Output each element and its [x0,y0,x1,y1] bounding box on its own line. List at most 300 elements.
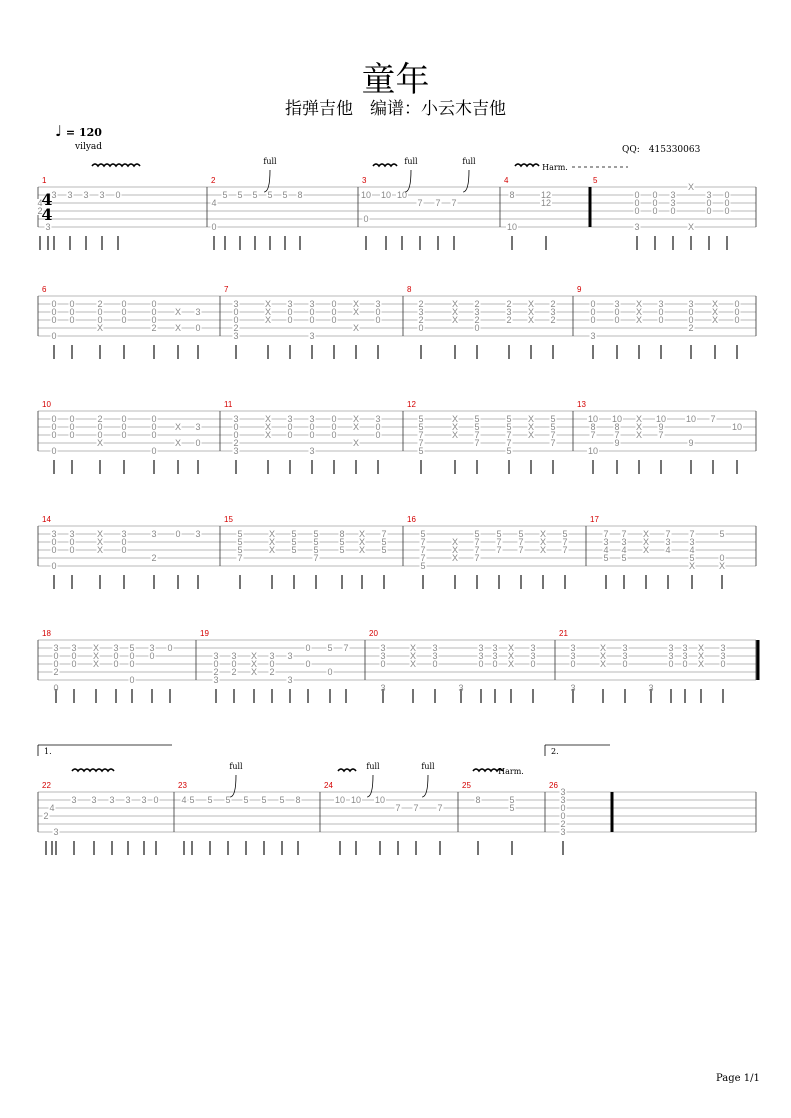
fret-number: 2 [418,315,424,325]
fret-number: X [352,307,360,317]
fret-number: 3 [492,643,498,653]
fret-number: 3 [51,529,57,539]
fret-number: 10 [731,422,743,432]
fret-number: 2 [151,553,157,563]
fret-number: X [451,553,459,563]
fret-number: 7 [603,529,609,539]
fret-number: 3 [51,190,57,200]
fret-number: 7 [550,430,556,440]
measure-number: 3 [362,176,367,185]
fret-number: 10 [396,190,408,200]
fret-number: 0 [287,430,293,440]
fret-number: 9 [614,438,620,448]
vibrato-mark [515,164,539,166]
fret-number: 0 [734,299,740,309]
fret-number: 7 [474,553,480,563]
fret-number: 0 [331,414,337,424]
fret-number: 0 [530,659,536,669]
fret-number: 3 [590,331,596,341]
fret-number: 4 [665,545,671,555]
fret-number: 3 [474,307,480,317]
fret-number: 7 [420,545,426,555]
fret-number: X [250,651,258,661]
fret-number: 0 [287,307,293,317]
fret-number: 0 [69,545,75,555]
fret-number: 0 [375,307,381,317]
fret-number: X [268,545,276,555]
fret-number: 3 [560,795,566,805]
time-signature-top: 4 [41,190,53,209]
fret-number: 0 [688,315,694,325]
fret-number: 3 [233,446,239,456]
fret-number: 3 [689,537,695,547]
fret-number: 8 [339,529,345,539]
fret-number: 7 [313,553,319,563]
fret-number: X [527,299,535,309]
fret-number: 0 [590,315,596,325]
fret-number: 3 [570,683,576,693]
bend-arrow [367,775,373,797]
bend-full-label: full [404,157,418,166]
measure-number: 12 [407,400,416,409]
fret-number: 0 [327,667,333,677]
fret-number: 0 [331,307,337,317]
fret-number: 3 [113,643,119,653]
fret-number: 0 [478,659,484,669]
fret-number: X [539,545,547,555]
harmonic-label: Harm. [542,163,568,172]
fret-number: 0 [724,206,730,216]
measure-number: 6 [42,285,47,294]
fret-number: 3 [530,651,536,661]
fret-number: X [642,529,650,539]
measure-number: 26 [549,781,558,790]
fret-number: 5 [418,422,424,432]
fret-number: 3 [287,675,293,685]
fret-number: 7 [550,438,556,448]
fret-number: 0 [634,206,640,216]
fret-number: 0 [652,190,658,200]
fret-number: 0 [129,675,135,685]
fret-number: 0 [69,430,75,440]
fret-number: X [711,307,719,317]
fret-number: 0 [652,206,658,216]
fret-number: 5 [603,553,609,563]
fret-number: 3 [231,651,237,661]
measure-number: 18 [42,629,51,638]
fret-number: 0 [121,430,127,440]
fret-number: 7 [417,198,423,208]
measure-number: 10 [42,400,51,409]
fret-number: 0 [151,414,157,424]
fret-number: 0 [309,315,315,325]
fret-number: 0 [151,315,157,325]
fret-number: 5 [420,529,426,539]
fret-number: 0 [682,659,688,669]
fret-number: 5 [509,795,515,805]
fret-number: 7 [418,430,424,440]
fret-number: 0 [121,537,127,547]
fret-number: 5 [418,446,424,456]
fret-number: 8 [614,422,620,432]
measure-number: 4 [504,176,509,185]
fret-number: 3 [570,643,576,653]
fret-number: 0 [121,299,127,309]
fret-number: 0 [688,307,694,317]
fret-number: 0 [734,307,740,317]
fret-number: 2 [231,667,237,677]
fret-number: 0 [71,651,77,661]
bend-arrow [405,170,411,192]
fret-number: X [451,315,459,325]
fret-number: 0 [113,651,119,661]
fret-number: 0 [51,545,57,555]
fret-number: 3 [432,651,438,661]
fret-number: 0 [69,299,75,309]
bend-full-label: full [366,762,380,771]
fret-number: 0 [151,299,157,309]
fret-number: 0 [375,422,381,432]
fret-number: 0 [233,307,239,317]
fret-number: 0 [331,299,337,309]
time-signature-bottom: 4 [41,205,53,224]
fret-number: 0 [195,438,201,448]
fret-number: 5 [237,190,243,200]
fret-number: 0 [233,422,239,432]
fret-number: 5 [474,529,480,539]
tab-system [38,296,756,359]
fret-number: 8 [295,795,301,805]
measure-number: 25 [462,781,471,790]
measure-number: 21 [559,629,568,638]
fret-number: 3 [380,683,386,693]
fret-number: X [635,414,643,424]
fret-number: X [635,430,643,440]
fret-number: 0 [129,651,135,661]
fret-number: 5 [719,529,725,539]
fret-number: 0 [121,422,127,432]
fret-number: 0 [634,198,640,208]
fret-number: X [687,222,695,232]
fret-number: X [711,299,719,309]
fret-number: 3 [151,529,157,539]
fret-number: 2 [233,323,239,333]
fret-number: 0 [305,659,311,669]
fret-number: 10 [380,190,392,200]
fret-number: 3 [121,529,127,539]
fret-number: 0 [51,307,57,317]
fret-number: 7 [658,430,664,440]
fret-number: 3 [69,529,75,539]
bend-full-label: full [462,157,476,166]
fret-number: 0 [115,190,121,200]
fret-number: 0 [269,659,275,669]
fret-number: 0 [51,315,57,325]
fret-number: 7 [506,430,512,440]
fret-number: 3 [478,643,484,653]
fret-number: 4 [211,198,217,208]
fret-number: 3 [213,675,219,685]
fret-number: 7 [710,414,716,424]
fret-number: X [697,643,705,653]
fret-number: 0 [129,659,135,669]
fret-number: 7 [420,553,426,563]
fret-number: 2 [53,667,59,677]
fret-number: 5 [550,414,556,424]
fret-number: 0 [305,643,311,653]
fret-number: 3 [668,651,674,661]
fret-number: X [451,430,459,440]
fret-number: 3 [418,307,424,317]
fret-number: X [96,438,104,448]
fret-number: X [539,537,547,547]
fret-number: 2 [151,323,157,333]
fret-number: 3 [670,198,676,208]
fret-number: 3 [269,651,275,661]
fret-number: 5 [225,795,231,805]
fret-number: 0 [69,315,75,325]
fret-number: 7 [435,198,441,208]
fret-number: 3 [287,651,293,661]
fret-number: 3 [141,795,147,805]
fret-number: 2 [506,299,512,309]
fret-number: 0 [614,315,620,325]
fret-number: X [409,651,417,661]
fret-number: 7 [474,430,480,440]
fret-number: X [352,299,360,309]
fret-number: 5 [327,643,333,653]
fret-number: 0 [658,315,664,325]
fret-number: 5 [313,529,319,539]
fret-number: 5 [282,190,288,200]
fret-number: X [635,299,643,309]
fret-number: 3 [648,683,654,693]
fret-number: 7 [518,545,524,555]
vibrato-mark [72,769,114,771]
fret-number: 3 [550,307,556,317]
ending-2-label: 2. [551,747,559,756]
fret-number: X [268,529,276,539]
fret-number: 0 [668,659,674,669]
fret-number: 0 [151,446,157,456]
fret-number: 0 [213,659,219,669]
fret-number: X [352,422,360,432]
contact-qq: QQ: 415330063 [622,145,701,155]
fret-number: X [264,422,272,432]
fret-number: 3 [149,643,155,653]
fret-number: 3 [688,299,694,309]
fret-number: 5 [129,643,135,653]
fret-number: 0 [706,206,712,216]
fret-number: 5 [237,537,243,547]
measure-number: 20 [369,629,378,638]
fret-number: X [264,299,272,309]
fret-number: X [264,315,272,325]
fret-number: 5 [252,190,258,200]
fret-number: 2 [213,667,219,677]
fret-number: X [96,323,104,333]
fret-number: 7 [518,537,524,547]
fret-number: 5 [339,545,345,555]
fret-number: X [174,438,182,448]
fret-number: 0 [51,299,57,309]
fret-number: 0 [121,315,127,325]
fret-number: X [250,659,258,669]
fret-number: 3 [478,651,484,661]
fret-number: 7 [474,545,480,555]
fret-number: 5 [291,537,297,547]
fret-number: 3 [380,643,386,653]
fret-number: 4 [603,545,609,555]
fret-number: 10 [334,795,346,805]
fret-number: 2 [506,315,512,325]
fret-number: 7 [418,438,424,448]
fret-number: 0 [51,561,57,571]
fret-number: 9 [688,438,694,448]
fret-number: 5 [237,545,243,555]
fret-number: 0 [69,414,75,424]
fret-number: X [527,430,535,440]
fret-number: 3 [560,787,566,797]
fret-number: 0 [71,659,77,669]
fret-number: 5 [291,545,297,555]
fret-number: 0 [287,315,293,325]
fret-number: X [264,307,272,317]
fret-number: 3 [668,643,674,653]
fret-number: 0 [418,323,424,333]
fret-number: 3 [83,190,89,200]
fret-number: 7 [451,198,457,208]
fret-number: X [642,537,650,547]
fret-number: 3 [506,307,512,317]
fret-number: X [688,561,696,571]
fret-number: X [507,643,515,653]
fret-number: 0 [734,315,740,325]
fret-number: X [527,422,535,432]
fret-number: 7 [395,803,401,813]
fret-number: 0 [51,422,57,432]
fret-number: 2 [474,299,480,309]
score-subtitle: 指弹吉他 编谱：小云木吉他 [285,99,506,119]
fret-number: X [697,659,705,669]
fret-number: X [96,545,104,555]
fret-number: 0 [432,659,438,669]
fret-number: 3 [45,222,51,232]
fret-number: 5 [381,545,387,555]
fret-number: 5 [509,803,515,813]
fret-number: 4 [689,545,695,555]
fret-number: 0 [590,299,596,309]
fret-number: 2 [550,299,556,309]
fret-number: 7 [474,438,480,448]
fret-number: 7 [614,430,620,440]
measure-number: 13 [577,400,586,409]
fret-number: 0 [724,190,730,200]
fret-number: 9 [658,422,664,432]
fret-number: 7 [562,545,568,555]
page-number: Page 1/1 [716,1073,760,1084]
fret-number: 0 [309,307,315,317]
fret-number: 2 [97,414,103,424]
fret-number: 0 [287,422,293,432]
fret-number: 3 [658,299,664,309]
fret-number: 2 [688,323,694,333]
fret-number: 0 [331,422,337,432]
quarter-note-icon: ♩ [55,122,63,140]
fret-number: X [451,537,459,547]
fret-number: X [92,659,100,669]
vibrato-mark [92,164,140,166]
fret-number: 3 [233,299,239,309]
bend-arrow [264,170,270,192]
fret-number: 3 [622,651,628,661]
fret-number: X [635,307,643,317]
fret-number: 5 [243,795,249,805]
fret-number: X [92,643,100,653]
tab-system [38,411,756,474]
measure-number: 5 [593,176,598,185]
fret-number: 0 [309,430,315,440]
measure-number: 11 [224,400,233,409]
fret-number: 4 [49,803,55,813]
fret-number: 3 [458,683,464,693]
fret-number: 5 [267,190,273,200]
measure-number: 24 [324,781,333,790]
fret-number: X [599,651,607,661]
fret-number: 7 [237,553,243,563]
fret-number: X [507,659,515,669]
vibrato-mark [338,769,356,771]
fret-number: 3 [614,299,620,309]
arranger-name: vilyad [75,142,103,152]
fret-number: X [635,315,643,325]
measure-number: 23 [178,781,187,790]
bend-arrow [230,775,236,797]
fret-number: 0 [474,323,480,333]
bend-arrow [463,170,469,192]
fret-number: 10 [587,414,599,424]
fret-number: 5 [550,422,556,432]
fret-number: 3 [287,414,293,424]
fret-number: 2 [97,299,103,309]
fret-number: 0 [380,659,386,669]
fret-number: X [451,299,459,309]
fret-number: 0 [231,659,237,669]
fret-number: 0 [658,307,664,317]
fret-number: 8 [475,795,481,805]
fret-number: 0 [233,315,239,325]
fret-number: X [409,643,417,653]
fret-number: 3 [91,795,97,805]
fret-number: 2 [233,438,239,448]
bend-full-label: full [421,762,435,771]
fret-number: X [599,643,607,653]
fret-number: 5 [189,795,195,805]
tab-system [38,640,756,703]
fret-number: 0 [634,190,640,200]
fret-number: 10 [611,414,623,424]
bend-full-label: full [229,762,243,771]
fret-number: 0 [720,659,726,669]
fret-number: 0 [719,553,725,563]
fret-number: 7 [689,529,695,539]
fret-number: X [358,537,366,547]
fret-number: X [687,182,695,192]
fret-number: X [352,414,360,424]
fret-number: 3 [67,190,73,200]
fret-number: 0 [175,529,181,539]
fret-number: X [264,414,272,424]
